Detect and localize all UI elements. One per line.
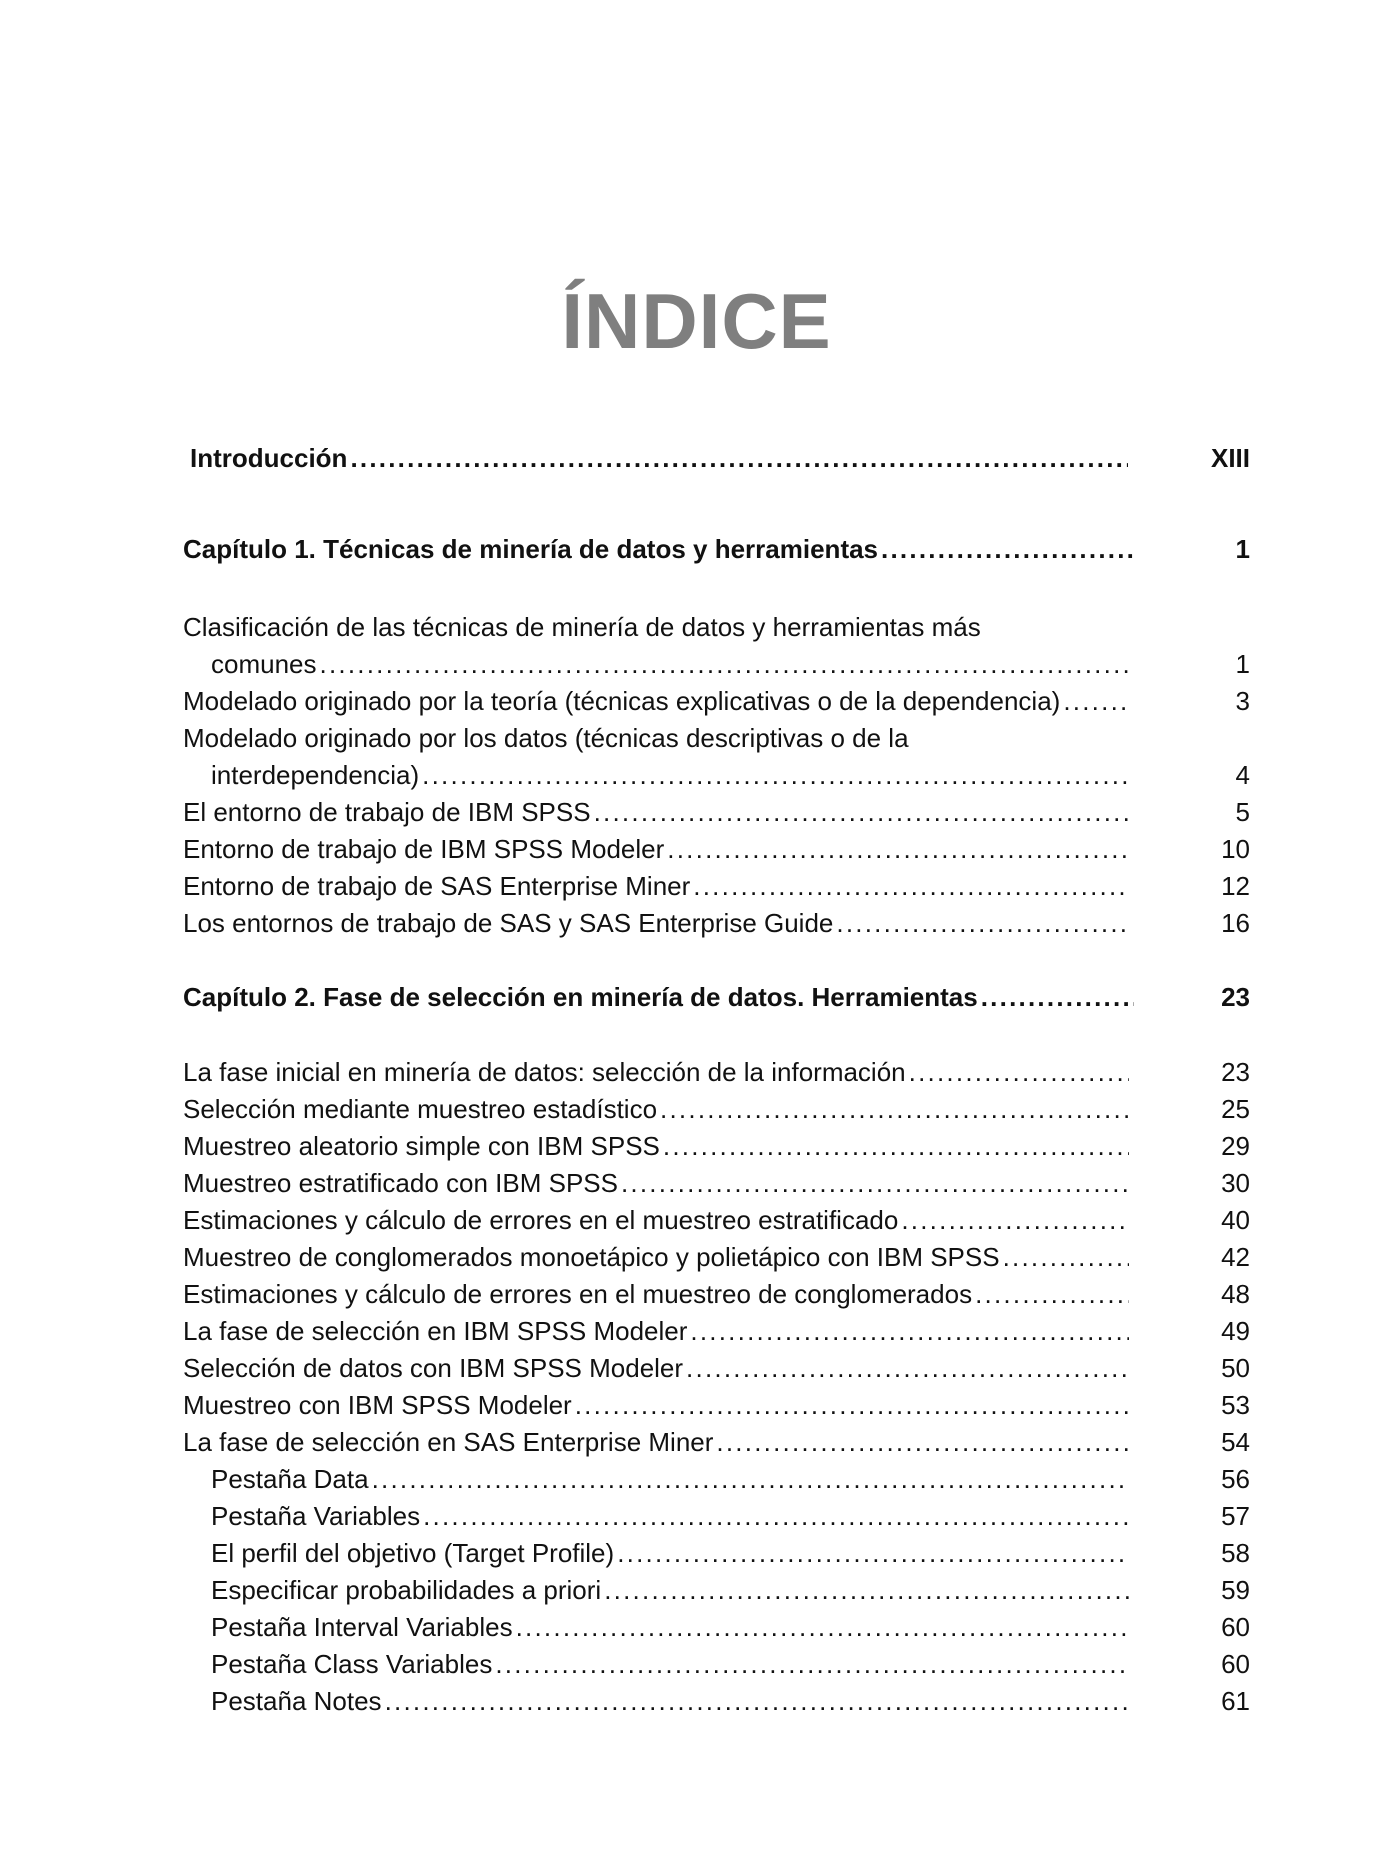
toc-page-number: 29 xyxy=(1221,1131,1250,1161)
toc-entry xyxy=(211,758,1129,792)
toc-entry-label: La fase de selección en SAS Enterprise Miner xyxy=(183,1427,714,1457)
toc-page-number: 40 xyxy=(1221,1205,1250,1235)
leader-dots xyxy=(320,647,1130,681)
toc-entry-label: Modelado originado por la teoría (técnicas explicativas o de la dependencia) xyxy=(183,686,1061,716)
leader-dots xyxy=(901,1203,1129,1237)
toc-page-number: 1 xyxy=(1235,534,1250,564)
toc-entry-label: Pestaña Variables xyxy=(211,1501,421,1531)
toc-entry xyxy=(183,1388,1129,1422)
page-title: ÍNDICE xyxy=(561,277,832,365)
leader-dots xyxy=(975,1277,1129,1311)
toc-entry-label: Introducción xyxy=(190,443,348,473)
leader-dots xyxy=(350,441,1128,475)
toc-entry-label: Estimaciones y cálculo de errores en el muestreo de conglomerados xyxy=(183,1279,973,1309)
toc-entry-label: Selección de datos con IBM SPSS Modeler xyxy=(183,1353,684,1383)
toc-page-number: 23 xyxy=(1221,982,1250,1012)
toc-entry-label: Clasificación de las técnicas de minería de datos y herramientas más xyxy=(183,612,981,642)
toc-subentry xyxy=(211,1499,1129,1533)
toc-page-number: 4 xyxy=(1235,760,1250,790)
leader-dots xyxy=(372,1462,1129,1496)
toc-page-number: 25 xyxy=(1221,1094,1250,1124)
toc-entry-label: comunes xyxy=(211,649,317,679)
toc-page-number: 5 xyxy=(1235,797,1250,827)
toc-entry-label: Pestaña Notes xyxy=(211,1686,382,1716)
leader-dots xyxy=(575,1388,1129,1422)
toc-page-number: 54 xyxy=(1221,1427,1250,1457)
leader-dots xyxy=(621,1166,1129,1200)
toc-entry-label: Estimaciones y cálculo de errores en el muestreo estratificado xyxy=(183,1205,899,1235)
toc-page-number: 60 xyxy=(1221,1649,1250,1679)
toc-entry-label: Entorno de trabajo de IBM SPSS Modeler xyxy=(183,834,665,864)
toc-entry-label: Especificar probabilidades a priori xyxy=(211,1575,602,1605)
toc-entry xyxy=(183,1129,1129,1163)
toc-entry xyxy=(183,1351,1129,1385)
toc-entry-label: Capítulo 2. Fase de selección en minería de datos. Herramientas xyxy=(183,982,978,1012)
toc-entry xyxy=(183,1314,1129,1348)
toc-page-number: 49 xyxy=(1221,1316,1250,1346)
leader-dots xyxy=(604,1573,1129,1607)
leader-dots xyxy=(423,1499,1129,1533)
toc-page-number: 50 xyxy=(1221,1353,1250,1383)
toc-entry xyxy=(183,1203,1129,1237)
toc-entry xyxy=(183,1425,1129,1459)
toc-entry-intro xyxy=(190,441,1128,475)
toc-entry-label: Entorno de trabajo de SAS Enterprise Miner xyxy=(183,871,691,901)
leader-dots xyxy=(516,1610,1129,1644)
toc-entry xyxy=(183,795,1129,829)
toc-entry xyxy=(183,1240,1129,1274)
toc-entry-label: Los entornos de trabajo de SAS y SAS Enterprise Guide xyxy=(183,908,834,938)
toc-page-number: 42 xyxy=(1221,1242,1250,1272)
toc-page-number: 23 xyxy=(1221,1057,1250,1087)
toc-entry xyxy=(183,1092,1129,1126)
toc-entry-label: El perfil del objetivo (Target Profile) xyxy=(211,1538,615,1568)
toc-entry xyxy=(183,1166,1129,1200)
toc-page-number: 60 xyxy=(1221,1612,1250,1642)
leader-dots xyxy=(667,832,1129,866)
toc-entry-label: Pestaña Data xyxy=(211,1464,369,1494)
leader-dots xyxy=(1063,684,1129,718)
toc-subentry xyxy=(211,1684,1129,1718)
leader-dots xyxy=(660,1092,1129,1126)
toc-entry-label: Capítulo 1. Técnicas de minería de datos y herramientas xyxy=(183,534,879,564)
toc-subentry xyxy=(211,1536,1129,1570)
toc-page-number: XIII xyxy=(1210,443,1250,473)
toc-entry xyxy=(183,1277,1129,1311)
toc-entry-label: Muestreo estratificado con IBM SPSS xyxy=(183,1168,618,1198)
leader-dots xyxy=(881,532,1134,566)
leader-dots xyxy=(663,1129,1129,1163)
toc-page-number: 10 xyxy=(1221,834,1250,864)
leader-dots xyxy=(385,1684,1129,1718)
leader-dots xyxy=(686,1351,1129,1385)
toc-entry-label: interdependencia) xyxy=(211,760,420,790)
toc-page-number: 1 xyxy=(1235,649,1250,679)
toc-entry-label: Selección mediante muestreo estadístico xyxy=(183,1094,658,1124)
toc-entry xyxy=(183,832,1129,866)
leader-dots xyxy=(981,980,1134,1014)
toc-entry-label: La fase inicial en minería de datos: selección de la información xyxy=(183,1057,906,1087)
toc-page-number: 16 xyxy=(1221,908,1250,938)
leader-dots xyxy=(495,1647,1129,1681)
toc-page-number: 59 xyxy=(1221,1575,1250,1605)
toc-entry-label: Modelado originado por los datos (técnicas descriptivas o de la xyxy=(183,723,909,753)
leader-dots xyxy=(1003,1240,1129,1274)
leader-dots xyxy=(594,795,1129,829)
toc-entry xyxy=(183,684,1129,718)
toc-page-number: 57 xyxy=(1221,1501,1250,1531)
toc-page-number: 3 xyxy=(1235,686,1250,716)
leader-dots xyxy=(690,1314,1129,1348)
toc-entry-label: Muestreo de conglomerados monoetápico y polietápico con IBM SPSS xyxy=(183,1242,1000,1272)
toc-entry-label: Muestreo con IBM SPSS Modeler xyxy=(183,1390,572,1420)
toc-page-number: 58 xyxy=(1221,1538,1250,1568)
toc-page-number: 48 xyxy=(1221,1279,1250,1309)
toc-entry-label: El entorno de trabajo de IBM SPSS xyxy=(183,797,591,827)
toc-page-number: 56 xyxy=(1221,1464,1250,1494)
toc-entry-label: La fase de selección en IBM SPSS Modeler xyxy=(183,1316,688,1346)
leader-dots xyxy=(716,1425,1129,1459)
toc-entry xyxy=(183,1055,1129,1089)
leader-dots xyxy=(836,906,1129,940)
leader-dots xyxy=(909,1055,1129,1089)
toc-subentry xyxy=(211,1647,1129,1681)
toc-subentry xyxy=(211,1610,1129,1644)
toc-subentry xyxy=(211,1573,1129,1607)
toc-entry-label: Pestaña Interval Variables xyxy=(211,1612,513,1642)
toc-chapter-1 xyxy=(183,532,1134,566)
leader-dots xyxy=(617,1536,1129,1570)
toc-entry xyxy=(211,647,1129,681)
toc-chapter-2 xyxy=(183,980,1134,1014)
toc-page-number: 61 xyxy=(1221,1686,1250,1716)
leader-dots xyxy=(422,758,1129,792)
toc-entry-label: Pestaña Class Variables xyxy=(211,1649,493,1679)
toc-entry xyxy=(183,869,1129,903)
toc-entry xyxy=(183,906,1129,940)
toc-subentry xyxy=(211,1462,1129,1496)
leader-dots xyxy=(693,869,1129,903)
toc-page-number: 53 xyxy=(1221,1390,1250,1420)
toc-page-number: 30 xyxy=(1221,1168,1250,1198)
toc-page-number: 12 xyxy=(1221,871,1250,901)
toc-entry-label: Muestreo aleatorio simple con IBM SPSS xyxy=(183,1131,660,1161)
